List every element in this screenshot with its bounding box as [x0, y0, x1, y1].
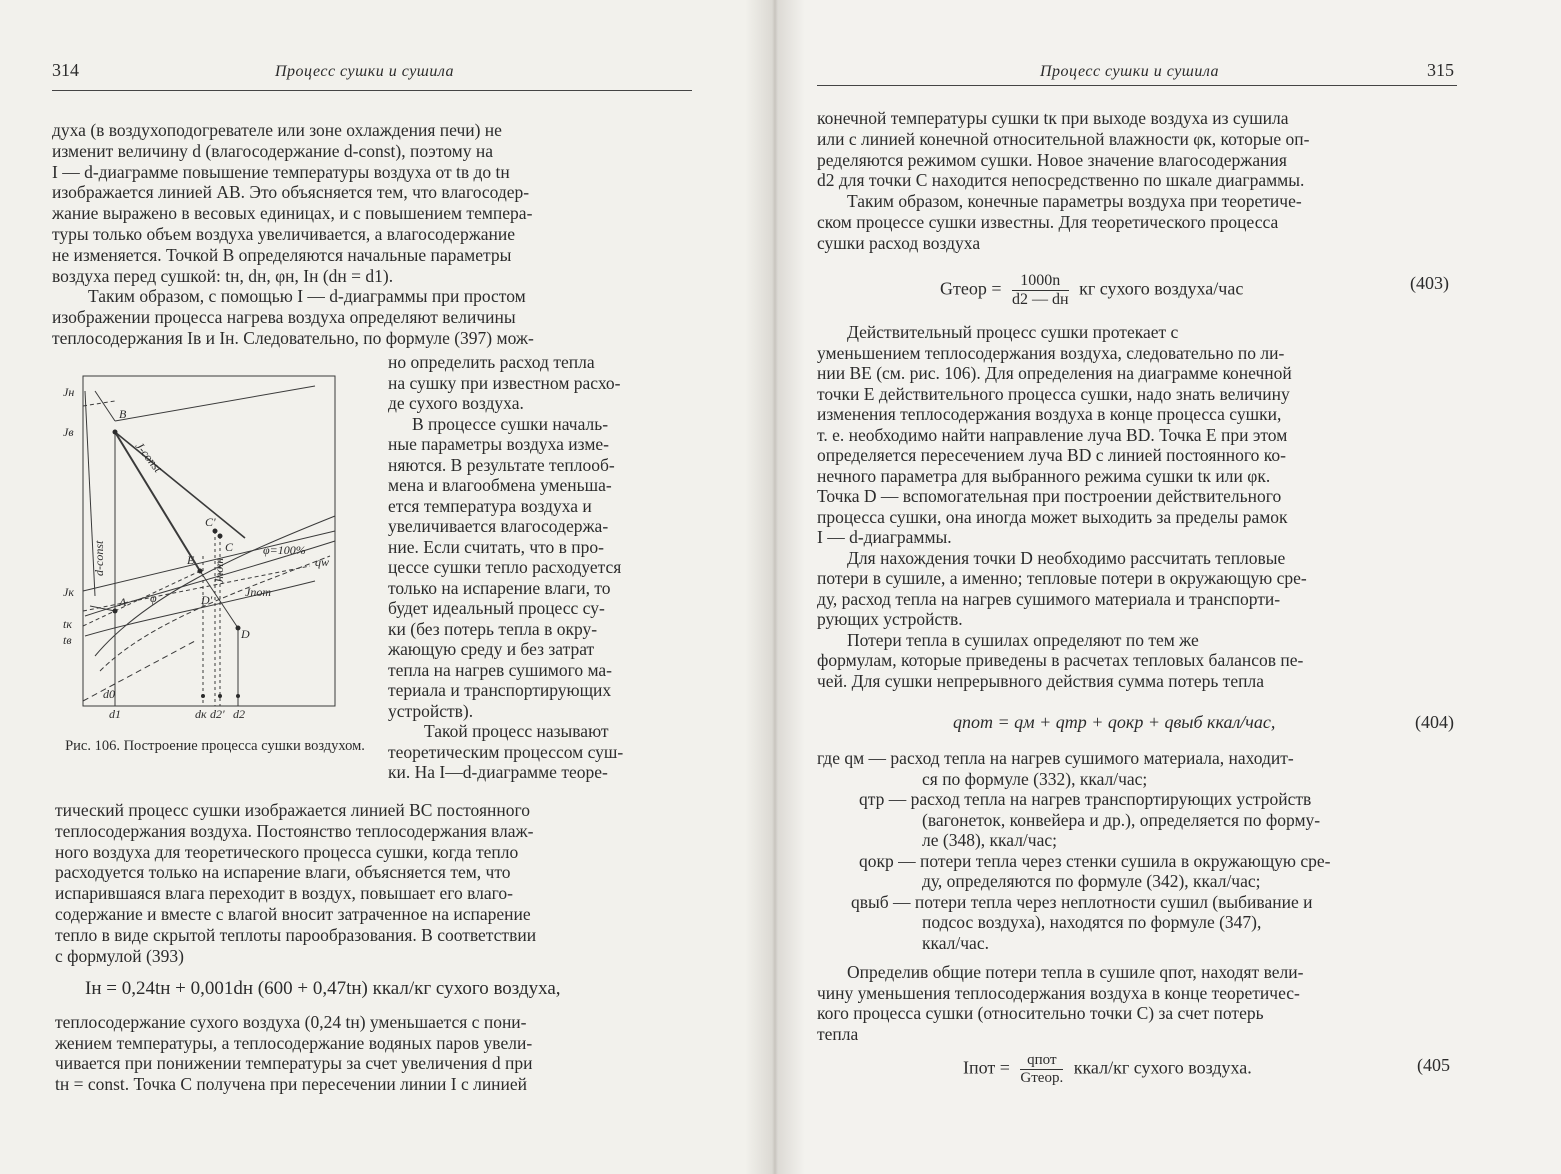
text-line: сушки расход воздуха: [817, 232, 981, 253]
text-line: где qм — расход тепла на нагрев сушимого материала, находит-: [817, 748, 1294, 768]
label-j-const: J-const: [132, 439, 166, 476]
running-head: Процесс сушки и сушила: [275, 63, 455, 80]
text-line: ного воздуха для теоретического процесса сушки, когда тепло: [55, 841, 519, 862]
text-line: изменит величину d (влагосодержание d-const), поэтому на: [52, 140, 493, 161]
label-d0: d0: [103, 687, 115, 701]
text-line: не изменяется. Точкой B определяются начальные параметры: [52, 244, 512, 265]
text-line: I — d-диаграмме повышение температуры воздуха от tв до tн: [52, 161, 510, 182]
text-line: воздуха перед сушкой: tн, dн, φн, Iн (dн = d1).: [52, 265, 394, 286]
text-line: мена и влагообмена уменьша-: [388, 475, 612, 495]
label-qw: qw: [315, 555, 330, 569]
text-line: ределяются режимом сушки. Новое значение влагосодержания: [817, 149, 1287, 170]
text-line: жание выражено в весовых единицах, и с повышением темпера-: [52, 203, 533, 224]
text-line: чей. Для сушки непрерывного действия сумма потерь тепла: [817, 670, 1264, 691]
label-phi: φ: [150, 591, 157, 605]
text-line: (вагонеток, конвейера и др.), определяется по форму-: [922, 809, 1321, 830]
text-line: теплосодержания Iв и Iн. Следовательно, по формуле (397) мож-: [52, 328, 534, 348]
diagram-frame: [83, 376, 335, 706]
text-line: или с линией конечной относительной влажности φк, которые оп-: [817, 128, 1310, 149]
left-page: [0, 0, 775, 1174]
text-line: ду, определяются по формуле (342), ккал/час;: [922, 871, 1261, 891]
eq-number-404: (404): [1415, 712, 1454, 732]
label-point-c-prime: C': [205, 515, 216, 529]
label-d2p: d2': [210, 707, 225, 721]
text-line: изображении процесса нагрева воздуха определяют величины: [52, 307, 516, 328]
label-point-b: B: [119, 407, 127, 421]
figure-106-diagram: [55, 366, 355, 736]
text-line: духа (в воздухоподогревателе или зоне охлаждения печи) не: [52, 120, 502, 140]
text-line: де сухого воздуха.: [388, 393, 524, 413]
text-line: tн = const. Точка C получена при пересечении линии I с линией: [55, 1073, 528, 1094]
label-d1: d1: [109, 707, 121, 721]
running-head-right: Процесс сушки и сушила: [1040, 63, 1220, 80]
text-line: ккал/час.: [922, 932, 989, 953]
text-line: ки. На I—d-диаграмме теоре-: [388, 762, 608, 782]
page-number: 314: [52, 60, 79, 80]
book-gutter: [745, 0, 805, 1174]
text-line: ся по формуле (332), ккал/час;: [922, 768, 1148, 789]
text-line: ду, расход тепла на нагрев сушимого материала и транспорти-: [817, 588, 1281, 609]
text-line: тепла: [817, 1023, 859, 1044]
label-dk: dк: [195, 707, 207, 721]
text-line: ки (без потерь тепла в окру-: [388, 618, 598, 639]
text-line: няются. В результате теплооб-: [388, 454, 615, 475]
text-line: тический процесс сушки изображается линией BC постоянного: [55, 800, 530, 820]
label-tk: tк: [63, 617, 72, 631]
label-tb: tв: [63, 633, 72, 647]
text-line: тепла на нагрев сушимого ма-: [388, 659, 612, 680]
text-line: цессе сушки тепло расходуется: [388, 557, 622, 577]
text-line: конечной температуры сушки tк при выходе воздуха из сушила: [817, 108, 1289, 128]
label-jk: Jк: [63, 585, 74, 599]
text-line: изображается линией AB. Это объясняется тем, что влагосодер-: [52, 182, 530, 203]
text-line: теоретическим процессом суш-: [388, 741, 624, 762]
text-line: qвыб — потери тепла через неплотности сушил (выбивание и: [851, 891, 1313, 912]
text-line: испарившаяся влага переходит в воздух, повышает его влаго-: [55, 883, 513, 904]
text-line: точки E действительного процесса сушки, надо знать величину: [817, 383, 1290, 404]
text-line: изменения теплосодержания воздуха в конце процесса сушки,: [817, 404, 1282, 424]
text-line: содержание и вместе с влагой вносит затраченное на испарение: [55, 904, 531, 924]
text-line: Такой процесс называют: [424, 721, 609, 741]
text-line: ется температура воздуха и: [388, 495, 592, 516]
label-jn: Jн: [63, 385, 75, 399]
label-jb: Jв: [63, 425, 74, 439]
text-line: Точка D — вспомогательная при построении действительного: [817, 486, 1282, 506]
text-line: Таким образом, конечные параметры воздуха при теоретиче-: [847, 191, 1302, 212]
text-line: устройств).: [388, 700, 474, 721]
text-line: нии BE (см. рис. 106). Для определения на диаграмме конечной: [817, 363, 1292, 383]
text-line: уменьшением теплосодержания воздуха, следовательно по ли-: [817, 342, 1285, 363]
formula-393: Iн = 0,24tн + 0,001dн (600 + 0,47tн) ккал/кг сухого воздуха,: [85, 978, 561, 999]
text-line: qтр — расход тепла на нагрев транспортирующих устройств: [859, 789, 1312, 809]
label-jpot: Jпот: [212, 558, 226, 584]
text-line: чивается при понижении температуры за счет увеличения d при: [55, 1053, 533, 1073]
label-point-c: C: [225, 540, 234, 554]
label-point-e: E: [187, 553, 195, 567]
text-line: жающую среду и без затрат: [388, 639, 595, 659]
text-line: будет идеальный процесс су-: [388, 598, 605, 618]
label-point-d-prime: D': [201, 593, 213, 607]
right-page: [775, 0, 1561, 1174]
text-line: на сушку при известном расхо-: [388, 372, 621, 393]
header-rule-right: [817, 85, 1457, 86]
text-line: теплосодержание сухого воздуха (0,24 tн) уменьшается с пони-: [55, 1012, 527, 1032]
text-line: тепло в виде скрытой теплоты парообразования. В соответствии: [55, 924, 537, 945]
text-line: ние. Если считать, что в про-: [388, 536, 604, 557]
label-phi-100: φ=100%: [263, 543, 306, 557]
text-line: увеличивается влагосодержа-: [388, 516, 609, 536]
text-line: теплосодержания воздуха. Постоянство теплосодержания влаж-: [55, 820, 534, 841]
text-line: qокр — потери тепла через стенки сушила в окружающую сре-: [859, 850, 1331, 871]
text-line: Действительный процесс сушки протекает с: [847, 322, 1179, 342]
eq-number-403: (403): [1410, 273, 1449, 293]
figure-caption: Рис. 106. Построение процесса сушки воздухом.: [65, 738, 365, 754]
text-line: формулам, которые приведены в расчетах тепловых балансов пе-: [817, 650, 1304, 670]
text-line: т. е. необходимо найти направление луча BD. Точка E при этом: [817, 424, 1288, 445]
text-line: ле (348), ккал/час;: [922, 830, 1057, 850]
label-d-const: d-const: [92, 540, 106, 576]
formula-403: Gтеор = 1000n d2 — dн кг сухого воздуха/час: [940, 272, 1244, 308]
text-line: подсос воздуха), находятся по формуле (347),: [922, 912, 1262, 932]
text-line: Определив общие потери тепла в сушиле qпот, находят вели-: [847, 962, 1304, 982]
text-line: кого процесса сушки (относительно точки C) за счет потерь: [817, 1003, 1264, 1024]
page-number-right: 315: [1427, 60, 1454, 80]
text-line: Потери тепла в сушилах определяют по тем же: [847, 629, 1199, 650]
text-line: чину уменьшения теплосодержания воздуха в конце теоретичес-: [817, 982, 1300, 1003]
text-line: жением температуры, а теплосодержание водяных паров увели-: [55, 1032, 533, 1053]
text-line: териала и транспортирующих: [388, 680, 612, 700]
text-line: d2 для точки C находится непосредственно по шкале диаграммы.: [817, 170, 1305, 191]
text-line: рующих устройств.: [817, 609, 963, 629]
text-line: туры только объем воздуха увеличивается, а влагосодержание: [52, 224, 516, 244]
formula-404: qпот = qм + qтр + qокр + qвыб ккал/час,: [953, 712, 1276, 732]
text-line: потери в сушиле, а именно; тепловые потери в окружающую сре-: [817, 568, 1307, 588]
text-line: Для нахождения точки D необходимо рассчитать тепловые: [847, 547, 1286, 568]
text-line: процесса сушки, она иногда может выходить за пределы рамок: [817, 506, 1288, 527]
text-line: определяется пересечением луча BD с линией постоянного ко-: [817, 445, 1286, 465]
text-line: с формулой (393): [55, 945, 184, 966]
header-rule: [52, 90, 692, 91]
eq-number-405: (405: [1417, 1055, 1450, 1075]
text-line: расходуется только на испарение влаги, объясняется тем, что: [55, 862, 511, 883]
text-line: I — d-диаграммы.: [817, 527, 952, 547]
text-line: В процессе сушки началь-: [412, 413, 609, 434]
text-line: ском процессе сушки известны. Для теоретического процесса: [817, 212, 1279, 232]
label-point-d: D: [241, 627, 250, 641]
label-point-a: A: [119, 595, 127, 609]
label-d2: d2: [233, 707, 245, 721]
text-line: только на испарение влаги, то: [388, 577, 611, 598]
text-line: ные параметры воздуха изме-: [388, 434, 610, 454]
be-line: [115, 432, 200, 571]
text-line: Таким образом, с помощью I — d-диаграммы при простом: [88, 286, 526, 307]
j-const-line: [115, 386, 315, 421]
label-jpot-2: Jпот: [245, 585, 271, 599]
text-line: но определить расход тепла: [388, 352, 595, 372]
formula-405: Iпот = qпот Gтеор. ккал/кг сухого воздуха.: [963, 1052, 1252, 1086]
text-line: нечного параметра для выбранного режима сушки tк или φк.: [817, 465, 1271, 486]
